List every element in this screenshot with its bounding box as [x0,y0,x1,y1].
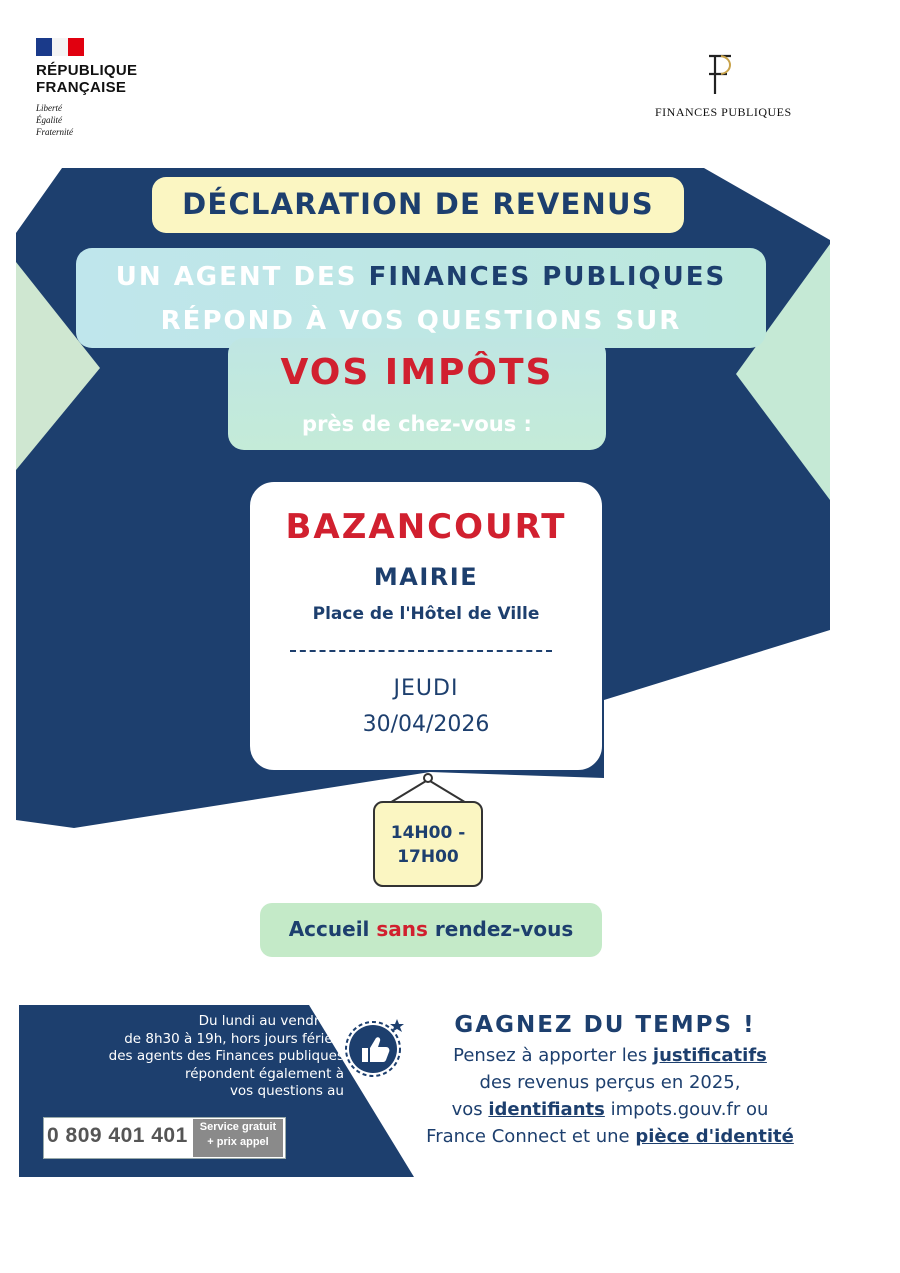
motto-egalite: Égalité [36,115,62,125]
info-text [44,1013,344,1101]
gain-line-1-pre: Pensez à apporter les [453,1045,653,1066]
gain-line-4 [390,1126,830,1147]
accueil-pre: Accueil [288,917,377,941]
agent-line-2: RÉPOND À VOS QUESTIONS SUR [160,306,682,336]
hours-sign [373,801,483,887]
phone-tag-line-1: Service gratuit [199,1121,277,1133]
accueil-sans: sans [376,917,428,941]
justificatifs-keyword: justificatifs [652,1045,767,1066]
hours-start: 14H00 - [390,823,466,843]
dashed-divider [290,650,552,652]
declaration-title: DÉCLARATION DE REVENUS [182,187,654,221]
event-day: JEUDI [393,676,459,701]
gain-line-3-post: impots.gouv.fr ou [604,1099,769,1120]
city-name: BAZANCOURT [285,507,567,547]
phone-number[interactable]: 0 809 401 401 [47,1124,188,1147]
gain-line-3 [390,1099,830,1120]
motto-fraternite: Fraternité [36,127,73,137]
agent-line-1-highlight: FINANCES PUBLIQUES [368,262,727,292]
info-line-2: de 8h30 à 19h, hors jours fériés, [124,1030,344,1047]
impots-heading: VOS IMPÔTS [280,352,554,393]
accueil-post: rendez-vous [427,917,574,941]
info-line-4: répondent également à [184,1065,344,1082]
fp-label: FINANCES PUBLIQUES [655,105,792,119]
phone-tag-line-2: + prix appel [207,1136,269,1148]
agent-line-1-pre: UN AGENT DES [115,262,369,292]
info-line-1: Du lundi au vendredi, [198,1013,344,1029]
gain-line-3-pre: vos [451,1099,489,1120]
venue-name: MAIRIE [373,563,479,591]
pres-de-chez-vous: près de chez-vous : [302,412,532,436]
rf-name-line2: FRANÇAISE [36,79,127,96]
rf-name-line1: RÉPUBLIQUE [36,62,138,79]
agent-line-1 [76,262,766,292]
event-date: 30/04/2026 [362,712,490,737]
info-line-3: des agents des Finances publiques [108,1048,344,1064]
gain-line-1 [390,1045,830,1066]
hours-end: 17H00 [397,847,459,867]
gain-title: GAGNEZ DU TEMPS ! [454,1012,756,1038]
venue-address: Place de l'Hôtel de Ville [312,604,540,624]
gain-line-2: des revenus perçus en 2025, [479,1072,741,1093]
gain-line-4-pre: France Connect et une [426,1126,636,1147]
piece-identite-keyword: pièce d'identité [635,1126,794,1147]
identifiants-keyword: identifiants [488,1099,605,1120]
motto-liberte: Liberté [36,103,62,113]
info-line-5: vos questions au [229,1083,344,1099]
accueil-text [260,917,602,941]
